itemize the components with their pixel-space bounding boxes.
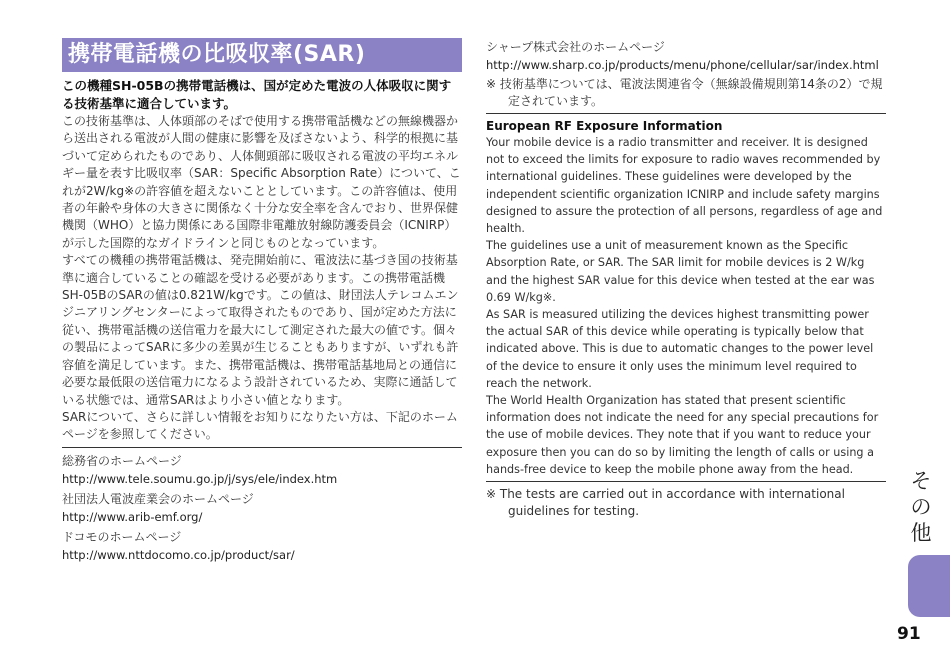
note-regulation: ※ 技術基準については、電波法関連省令（無線設備規則第14条の2）で規定されています。 [486,77,883,108]
url-docomo[interactable]: http://www.nttdocomo.co.jp/product/sar/ [62,547,295,562]
european-rf-heading: European RF Exposure Information [486,119,723,133]
link-label-arib: 社団法人電波産業会のホームページ [62,491,254,506]
divider [62,447,462,448]
en-paragraph-who: The World Health Organization has stated that present scientific information does not indicate the need for any special precautions for the use of mobile devices. They note that if you want to reduce your exposure then you can do so by limiting the length of calls or using a hands-free device to keep the mobile phone away from the head. [486,394,879,476]
en-paragraph-measurement: As SAR is measured utilizing the devices highest transmitting power the actual SAR of this device while operating is typically below that indicated above. This is due to automatic changes to the power level of the device to ensure it only uses the minimum level required to reach the network. [486,308,874,390]
link-label-sharp: シャープ株式会社のホームページ [486,40,665,54]
page-title: 携帯電話機の比吸収率(SAR) [62,38,462,72]
paragraph-more-info: SARについて、さらに詳しい情報をお知りになりたい方は、下記のホームページを参照してください。 [62,409,458,442]
url-sharp[interactable]: http://www.sharp.co.jp/products/menu/phone/cellular/sar/index.html [486,58,879,72]
paragraph-technical-standard: この技術基準は、人体頭部のそばで使用する携帯電話機などの無線機器から送出される電波が人間の健康に影響を及ぼさないよう、科学的根拠に基づいて定められたものであり、人体側頭部に吸収される電波の平均エネルギー量を表す比吸収率（SAR：Specific Absorption Rate）について、これが2W/kg※の許容値を超えないこととしています。この許容値は、使用者の年齢や身体の大きさに関係なく十分な安全率を含んでおり、世界保健機関（WHO）と協力関係にある国際非電離放射線防護委員会（ICNIRP）が示した国際的なガイドラインと同じものとなっています。 [62,114,461,250]
url-arib[interactable]: http://www.arib-emf.org/ [62,509,203,524]
divider [486,113,886,114]
section-tab [908,555,950,617]
en-paragraph-intro: Your mobile device is a radio transmitter and receiver. It is designed not to exceed the limits for exposure to radio waves recommended by international guidelines. These guidelines were developed by the independent scientific organization ICNIRP and include safety margins designed to assure the protection of all persons, regardless of age and health. [486,136,883,236]
url-soumu[interactable]: http://www.tele.soumu.go.jp/j/sys/ele/index.htm [62,471,338,486]
right-column [486,38,886,520]
divider [486,481,886,482]
en-paragraph-sar-limit: The guidelines use a unit of measurement known as the Specific Absorption Rate, or SAR. The SAR limit for mobile devices is 2 W/kg and the highest SAR value for this device when tested at the ear was 0.69 W/kg※. [486,239,875,304]
section-label: その他 [910,469,932,545]
link-label-soumu: 総務省のホームページ [62,453,182,468]
link-label-docomo: ドコモのホームページ [62,529,182,544]
note-tests: ※ The tests are carried out in accordance with international guidelines for testing. [486,487,845,519]
lead-statement: この機種SH-05Bの携帯電話機は、国が定めた電波の人体吸収に関する技術基準に適合しています。 [62,78,452,111]
paragraph-sar-value: すべての機種の携帯電話機は、発売開始前に、電波法に基づき国の技術基準に適合していることの確認を受ける必要があります。この携帯電話機SH-05BのSARの値は0.821W/kgです。この値は、財団法人テレコムエンジニアリングセンターによって取得されたものであり、国が定めた方法に従い、携帯電話機の送信電力を最大にして測定された最大の値です。個々の製品によってSARに多少の差異が生じることもありますが、いずれも許容値を満足しています。また、携帯電話機は、携帯電話基地局との通信に必要な最低限の送信電力になるよう設計されているため、実際に通話している状態では、通常SARはより小さい値となります。 [62,253,459,407]
page-number: 91 [897,624,921,644]
left-column [62,38,462,566]
link-list [62,452,462,564]
